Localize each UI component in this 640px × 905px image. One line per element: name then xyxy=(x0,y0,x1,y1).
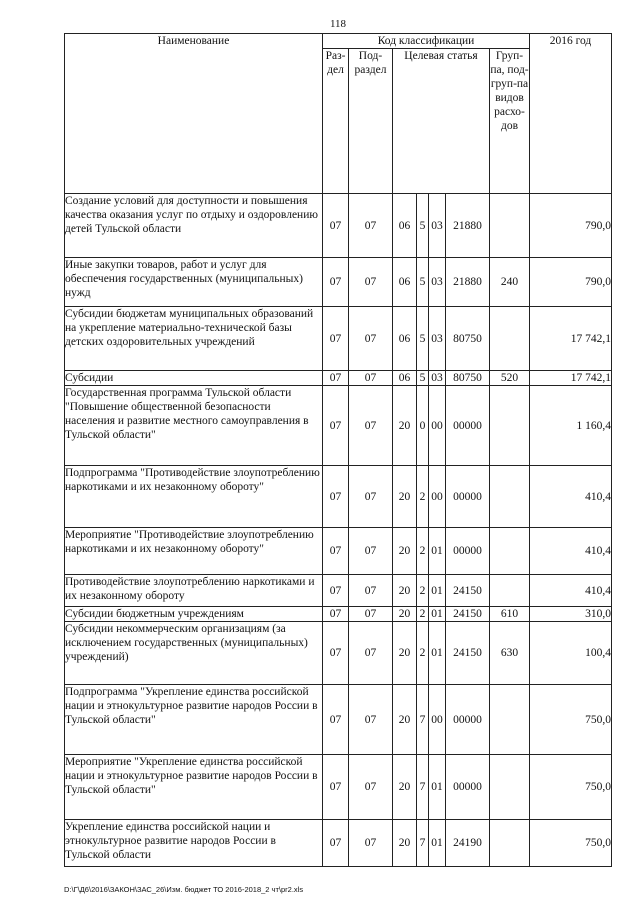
row-target-program: 20 xyxy=(393,575,417,607)
row-target-direction: 24150 xyxy=(446,607,490,622)
page-number: 118 xyxy=(329,18,347,30)
row-target-direction: 80750 xyxy=(446,307,490,371)
row-target-subprogram: 2 xyxy=(417,607,429,622)
row-target-direction: 21880 xyxy=(446,194,490,258)
row-amount: 750,0 xyxy=(530,755,612,820)
row-target-program: 20 xyxy=(393,755,417,820)
row-target-subprogram: 7 xyxy=(417,685,429,755)
row-expense-group xyxy=(490,307,530,371)
row-target-event: 03 xyxy=(429,258,446,307)
row-expense-group xyxy=(490,685,530,755)
table-row xyxy=(65,607,612,622)
row-amount: 100,4 xyxy=(530,622,612,685)
header-section: Раз-дел xyxy=(323,49,349,194)
row-name: Государственная программа Тульской области "Повышение общественной безопасности населения и развитие местного самоуправления в Тульской области" xyxy=(65,386,323,466)
row-name: Субсидии бюджетам муниципальных образований на укрепление материально-технической базы детских оздоровительных учреждений xyxy=(65,307,323,371)
row-subsection: 07 xyxy=(349,685,393,755)
row-subsection: 07 xyxy=(349,386,393,466)
header-target: Целевая статья xyxy=(393,49,490,194)
row-expense-group xyxy=(490,755,530,820)
row-amount: 410,4 xyxy=(530,466,612,528)
row-name: Мероприятие "Противодействие злоупотреблению наркотиками и их незаконному обороту" xyxy=(65,528,323,575)
row-subsection: 07 xyxy=(349,466,393,528)
table-row xyxy=(65,194,612,258)
row-name: Субсидии бюджетным учреждениям xyxy=(65,607,323,622)
row-target-subprogram: 5 xyxy=(417,371,429,386)
row-name: Субсидии xyxy=(65,371,323,386)
row-expense-group xyxy=(490,575,530,607)
row-subsection: 07 xyxy=(349,371,393,386)
header-year: 2016 год xyxy=(530,34,612,194)
row-subsection: 07 xyxy=(349,528,393,575)
row-amount: 750,0 xyxy=(530,820,612,867)
row-target-direction: 00000 xyxy=(446,755,490,820)
row-target-event: 01 xyxy=(429,575,446,607)
row-section: 07 xyxy=(323,258,349,307)
header-name: Наименование xyxy=(65,34,323,194)
row-target-program: 20 xyxy=(393,528,417,575)
table-row xyxy=(65,820,612,867)
row-section: 07 xyxy=(323,575,349,607)
table-row xyxy=(65,258,612,307)
row-target-direction: 00000 xyxy=(446,685,490,755)
row-name: Противодействие злоупотреблению наркотиками и их незаконному обороту xyxy=(65,575,323,607)
row-target-direction: 21880 xyxy=(446,258,490,307)
header-code-group: Код классификации xyxy=(323,34,530,49)
row-target-event: 00 xyxy=(429,685,446,755)
row-amount: 410,4 xyxy=(530,575,612,607)
row-expense-group: 630 xyxy=(490,622,530,685)
table-body xyxy=(65,194,612,867)
table-row xyxy=(65,685,612,755)
header-expense-group: Груп-па, под-груп-па видов расхо-дов xyxy=(490,49,530,194)
row-target-program: 20 xyxy=(393,820,417,867)
row-section: 07 xyxy=(323,466,349,528)
row-target-direction: 80750 xyxy=(446,371,490,386)
row-target-program: 06 xyxy=(393,258,417,307)
row-subsection: 07 xyxy=(349,575,393,607)
row-target-direction: 00000 xyxy=(446,386,490,466)
row-expense-group xyxy=(490,528,530,575)
row-subsection: 07 xyxy=(349,307,393,371)
row-section: 07 xyxy=(323,820,349,867)
row-target-subprogram: 7 xyxy=(417,755,429,820)
row-subsection: 07 xyxy=(349,194,393,258)
row-subsection: 07 xyxy=(349,755,393,820)
row-target-program: 20 xyxy=(393,685,417,755)
row-expense-group: 520 xyxy=(490,371,530,386)
row-target-program: 20 xyxy=(393,386,417,466)
row-name: Укрепление единства российской нации и этнокультурное развитие народов России в Тульской области xyxy=(65,820,323,867)
row-expense-group xyxy=(490,820,530,867)
row-target-direction: 24150 xyxy=(446,575,490,607)
row-amount: 17 742,1 xyxy=(530,371,612,386)
row-amount: 790,0 xyxy=(530,258,612,307)
row-target-event: 00 xyxy=(429,466,446,528)
row-target-subprogram: 2 xyxy=(417,528,429,575)
row-expense-group: 240 xyxy=(490,258,530,307)
row-amount: 790,0 xyxy=(530,194,612,258)
row-target-subprogram: 2 xyxy=(417,466,429,528)
row-target-direction: 00000 xyxy=(446,528,490,575)
row-target-subprogram: 5 xyxy=(417,307,429,371)
row-name: Подпрограмма "Укрепление единства российской нации и этнокультурное развитие народов России в Тульской области" xyxy=(65,685,323,755)
row-target-event: 01 xyxy=(429,607,446,622)
row-target-event: 01 xyxy=(429,820,446,867)
file-path-footer: D:\Г\Д6\2016\ЗАКОН\ЗАС_26\Изм. бюджет ТО 2016-2018_2 чт\pr2.xls xyxy=(64,885,304,894)
row-subsection: 07 xyxy=(349,607,393,622)
row-target-event: 03 xyxy=(429,194,446,258)
table-row xyxy=(65,622,612,685)
header-subsection: Под-раздел xyxy=(349,49,393,194)
row-amount: 310,0 xyxy=(530,607,612,622)
row-section: 07 xyxy=(323,607,349,622)
row-name: Создание условий для доступности и повышения качества оказания услуг по отдыху и оздоровлению детей Тульской области xyxy=(65,194,323,258)
row-expense-group xyxy=(490,194,530,258)
table-row xyxy=(65,575,612,607)
row-target-event: 01 xyxy=(429,755,446,820)
row-subsection: 07 xyxy=(349,820,393,867)
row-target-event: 01 xyxy=(429,528,446,575)
row-section: 07 xyxy=(323,194,349,258)
row-amount: 17 742,1 xyxy=(530,307,612,371)
row-section: 07 xyxy=(323,386,349,466)
row-expense-group xyxy=(490,466,530,528)
row-section: 07 xyxy=(323,622,349,685)
row-section: 07 xyxy=(323,755,349,820)
row-target-event: 00 xyxy=(429,386,446,466)
budget-table xyxy=(64,33,612,867)
table-row xyxy=(65,755,612,820)
table-row xyxy=(65,371,612,386)
row-expense-group xyxy=(490,386,530,466)
row-target-event: 01 xyxy=(429,622,446,685)
row-amount: 410,4 xyxy=(530,528,612,575)
row-amount: 750,0 xyxy=(530,685,612,755)
row-target-program: 06 xyxy=(393,307,417,371)
row-target-direction: 24190 xyxy=(446,820,490,867)
table-row xyxy=(65,386,612,466)
row-name: Подпрограмма "Противодействие злоупотреблению наркотиками и их незаконному обороту" xyxy=(65,466,323,528)
table-row xyxy=(65,307,612,371)
row-target-program: 20 xyxy=(393,622,417,685)
row-name: Субсидии некоммерческим организациям (за исключением государственных (муниципальных) учреждений) xyxy=(65,622,323,685)
row-target-program: 20 xyxy=(393,607,417,622)
row-target-program: 06 xyxy=(393,194,417,258)
row-target-program: 06 xyxy=(393,371,417,386)
row-amount: 1 160,4 xyxy=(530,386,612,466)
row-target-program: 20 xyxy=(393,466,417,528)
row-target-subprogram: 5 xyxy=(417,258,429,307)
row-section: 07 xyxy=(323,371,349,386)
row-name: Иные закупки товаров, работ и услуг для обеспечения государственных (муниципальных) нужд xyxy=(65,258,323,307)
row-target-subprogram: 7 xyxy=(417,820,429,867)
row-target-subprogram: 2 xyxy=(417,622,429,685)
row-section: 07 xyxy=(323,307,349,371)
table-row xyxy=(65,466,612,528)
row-subsection: 07 xyxy=(349,622,393,685)
row-target-subprogram: 5 xyxy=(417,194,429,258)
row-subsection: 07 xyxy=(349,258,393,307)
row-expense-group: 610 xyxy=(490,607,530,622)
row-target-subprogram: 0 xyxy=(417,386,429,466)
table-row xyxy=(65,528,612,575)
row-target-direction: 24150 xyxy=(446,622,490,685)
row-target-direction: 00000 xyxy=(446,466,490,528)
row-target-event: 03 xyxy=(429,371,446,386)
row-target-subprogram: 2 xyxy=(417,575,429,607)
row-section: 07 xyxy=(323,528,349,575)
row-target-event: 03 xyxy=(429,307,446,371)
row-name: Мероприятие "Укрепление единства российской нации и этнокультурное развитие народов России в Тульской области" xyxy=(65,755,323,820)
row-section: 07 xyxy=(323,685,349,755)
